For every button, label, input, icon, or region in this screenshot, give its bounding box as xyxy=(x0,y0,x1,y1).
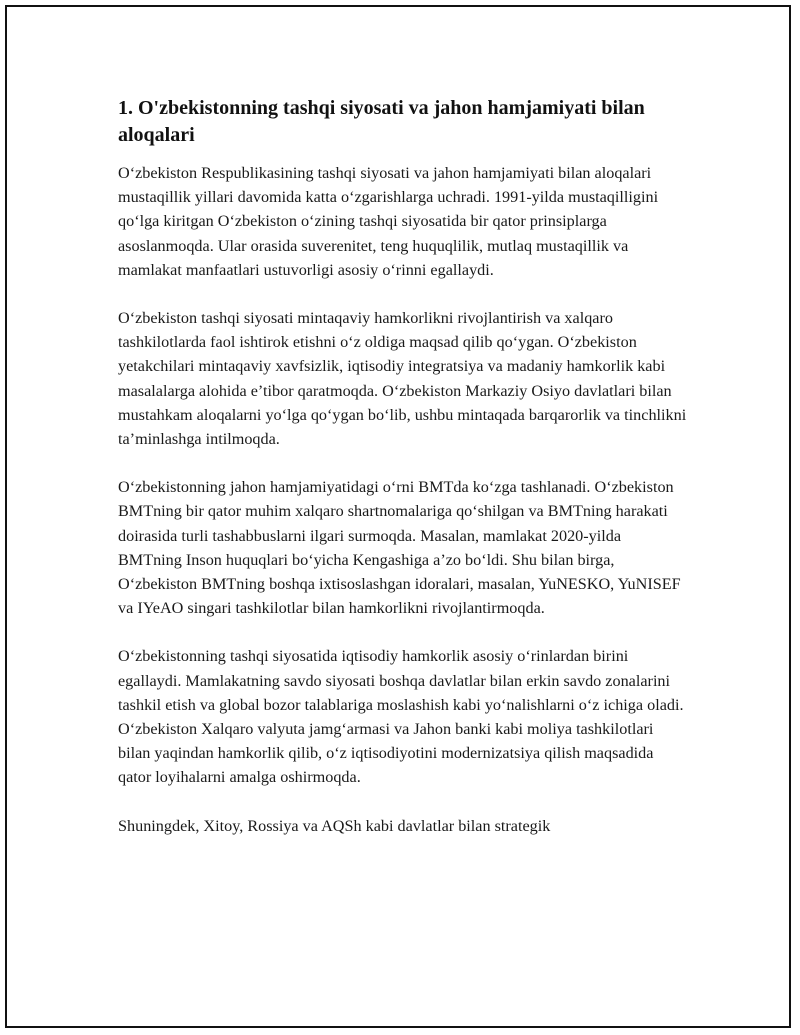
paragraph-2: O‘zbekiston tashqi siyosati mintaqaviy hamkorlikni rivojlantirish va xalqaro tashkilotlarda faol ishtirok etishni o‘z oldiga maqsad qilib qo‘ygan. O‘zbekiston yetakchilari mintaqaviy xavfsizlik, iqtisodiy integratsiya va madaniy hamkorlik kabi masalalarga alohida e’tibor qaratmoqda. O‘zbekiston Markaziy Osiyo davlatlari bilan mustahkam aloqalarni yo‘lga qo‘ygan bo‘lib, ushbu mintaqada barqarorlik va tinchlikni ta’minlashga intilmoqda. xyxy=(118,309,687,449)
paragraph-3: O‘zbekistonning jahon hamjamiyatidagi o‘rni BMTda ko‘zga tashlanadi. O‘zbekiston BMTning bir qator muhim xalqaro shartnomalariga qo‘shilgan va BMTning harakati doirasida turli tashabbuslarni ilgari surmoqda. Masalan, mamlakat 2020-yilda BMTning Inson huquqlari bo‘yicha Kengashiga a’zo bo‘ldi. Shu bilan birga, O‘zbekiston BMTning boshqa ixtisoslashgan idoralari, masalan, YuNESKO, YuNISEF va IYeAO singari tashkilotlar bilan hamkorlikni rivojlantirmoqda. xyxy=(118,478,681,618)
section-heading: 1. O'zbekistonning tashqi siyosati va jahon hamjamiyati bilan aloqalari xyxy=(118,97,645,146)
paragraph-5: Shuningdek, Xitoy, Rossiya va AQSh kabi davlatlar bilan strategik xyxy=(118,816,551,835)
document-body xyxy=(118,95,688,862)
paragraph-1: O‘zbekiston Respublikasining tashqi siyosati va jahon hamjamiyati bilan aloqalari mustaqillik yillari davomida katta o‘zgarishlarga uchradi. 1991-yilda mustaqilligini qo‘lga kiritgan O‘zbekiston o‘zining tashqi siyosatida bir qator prinsiplarga asoslanmoqda. Ular orasida suverenitet, teng huquqlilik, mutlaq mustaqillik va mamlakat manfaatlari ustuvorligi asosiy o‘rinni egallaydi. xyxy=(118,164,659,279)
paragraph-4: O‘zbekistonning tashqi siyosatida iqtisodiy hamkorlik asosiy o‘rinlardan birini egallaydi. Mamlakatning savdo siyosati boshqa davlatlar bilan erkin savdo zonalarini tashkil etish va global bozor talablariga moslashish kabi yo‘nalishlarni o‘z ichiga oladi. O‘zbekiston Xalqaro valyuta jamg‘armasi va Jahon banki kabi moliya tashkilotlari bilan yaqindan hamkorlik qilib, o‘z iqtisodiyotini modernizatsiya qilish maqsadida qator loyihalarni amalga oshirmoqda. xyxy=(118,647,684,787)
